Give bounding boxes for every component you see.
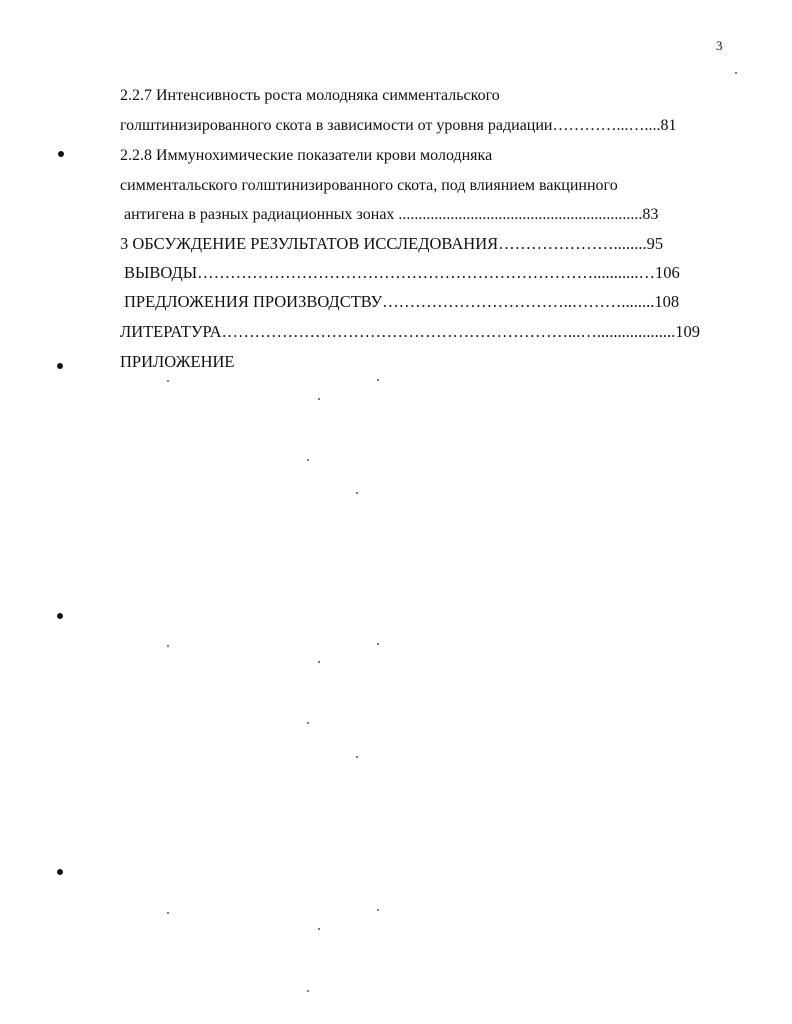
scan-speck: [167, 645, 169, 647]
binder-hole-mark: [57, 613, 63, 619]
toc-entry-appendix: ПРИЛОЖЕНИЕ: [120, 352, 235, 371]
scan-speck: [318, 661, 320, 663]
binder-hole-mark: [57, 869, 63, 875]
scan-speck: [307, 722, 309, 724]
scan-speck: [377, 643, 379, 645]
toc-entry-2-2-8-line-1: 2.2.8 Иммунохимические показатели крови молодняка: [120, 147, 493, 164]
scan-speck: [318, 398, 320, 400]
toc-entry-3-discussion: 3 ОБСУЖДЕНИЕ РЕЗУЛЬТАТОВ ИССЛЕДОВАНИЯ…………………........95: [120, 234, 664, 253]
toc-entry-conclusions: ВЫВОДЫ………………………………………………………………...........…106: [124, 263, 680, 282]
scan-speck: [356, 756, 358, 758]
scan-speck: [318, 928, 320, 930]
binder-hole-mark: [57, 363, 63, 369]
scan-speck: [377, 379, 379, 381]
toc-entry-proposals: ПРЕДЛОЖЕНИЯ ПРОИЗВОДСТВУ……………………………..………........108: [124, 292, 680, 311]
scan-speck: [307, 459, 309, 461]
toc-entry-literature: ЛИТЕРАТУРА………………………………………………………...…...................109: [120, 322, 701, 341]
scan-speck: [167, 912, 169, 914]
scan-speck: [735, 72, 737, 74]
toc-entry-2-2-7-line-1: 2.2.7 Интенсивность роста молодняка симментальского: [120, 87, 500, 104]
scan-speck: [377, 909, 379, 911]
toc-entry-2-2-8-line-3: антигена в разных радиационных зонах .............................................................83: [124, 206, 659, 223]
binder-hole-mark: [58, 151, 64, 157]
scan-speck: [356, 492, 358, 494]
toc-entry-2-2-8-line-2: симментальского голштинизированного скота, под влиянием вакцинного: [120, 177, 618, 194]
scan-speck: [307, 990, 309, 992]
page-number: 3: [716, 38, 723, 53]
scan-speck: [167, 380, 169, 382]
toc-entry-2-2-7-line-2: голштинизированного скота в зависимости от уровня радиации…………...…....81: [120, 117, 677, 134]
